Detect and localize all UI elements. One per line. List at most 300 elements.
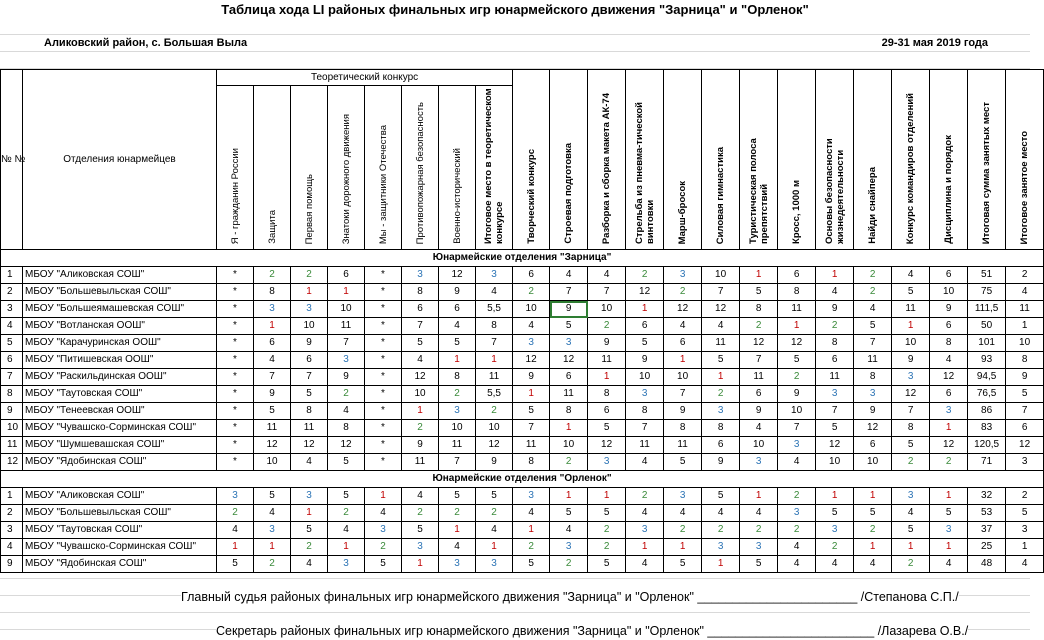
score-cell[interactable]: 1 [439,522,476,539]
score-cell[interactable]: 7 [439,454,476,471]
score-cell[interactable]: 1 [291,284,328,301]
score-cell[interactable]: 1 [740,488,778,505]
score-cell[interactable]: 12 [854,420,892,437]
score-cell[interactable]: 8 [930,335,968,352]
score-cell[interactable]: 7 [1006,403,1044,420]
score-cell[interactable]: 5 [588,420,626,437]
score-cell[interactable]: 12 [439,267,476,284]
score-cell[interactable]: 10 [588,301,626,318]
score-cell[interactable]: 2 [550,454,588,471]
score-cell[interactable]: 3 [513,488,550,505]
score-cell[interactable]: 6 [930,386,968,403]
score-cell[interactable]: 48 [968,556,1006,573]
score-cell[interactable]: 11 [513,437,550,454]
score-cell[interactable]: 4 [254,352,291,369]
score-cell[interactable]: 4 [778,454,816,471]
score-cell[interactable]: 3 [778,505,816,522]
team-name-cell[interactable]: МБОУ "Аликовская СОШ" [23,267,217,284]
team-name-cell[interactable]: МБОУ "Большевыльская СОШ" [23,284,217,301]
score-cell[interactable]: 1 [254,539,291,556]
score-cell[interactable]: 5 [892,522,930,539]
score-cell[interactable]: 5 [291,386,328,403]
team-name-cell[interactable]: МБОУ "Питишевская ООШ" [23,352,217,369]
score-cell[interactable]: 11 [588,352,626,369]
score-cell[interactable]: 1 [328,284,365,301]
score-cell[interactable]: 4 [664,318,702,335]
score-cell[interactable]: 1 [930,420,968,437]
score-cell[interactable]: * [217,301,254,318]
score-cell[interactable]: 5 [328,488,365,505]
score-cell[interactable]: 3 [550,539,588,556]
score-cell[interactable]: 3 [892,369,930,386]
score-cell[interactable]: 5 [816,505,854,522]
score-cell[interactable]: 101 [968,335,1006,352]
score-cell[interactable]: 2 [513,539,550,556]
score-cell[interactable]: 3 [816,386,854,403]
score-cell[interactable]: 5 [476,488,513,505]
score-cell[interactable]: 12 [816,437,854,454]
score-cell[interactable]: 2 [365,539,402,556]
score-cell[interactable]: * [217,318,254,335]
score-cell[interactable]: 2 [402,420,439,437]
score-cell[interactable]: 5 [439,488,476,505]
score-cell[interactable]: 12 [1006,437,1044,454]
score-cell[interactable]: 4 [217,522,254,539]
score-cell[interactable]: 2 [476,403,513,420]
score-cell[interactable]: 2 [588,522,626,539]
score-cell[interactable]: 3 [740,454,778,471]
score-cell[interactable]: 8 [740,301,778,318]
score-cell[interactable]: 9 [402,437,439,454]
team-name-cell[interactable]: МБОУ "Аликовская СОШ" [23,488,217,505]
score-cell[interactable]: 8 [702,420,740,437]
score-cell[interactable]: 4 [513,318,550,335]
score-cell[interactable]: 5 [892,284,930,301]
score-cell[interactable]: 9 [626,352,664,369]
row-number[interactable]: 3 [1,301,23,318]
score-cell[interactable]: 7 [254,369,291,386]
score-cell[interactable]: 10 [1006,335,1044,352]
score-cell[interactable]: 2 [217,505,254,522]
score-cell[interactable]: 1 [816,488,854,505]
score-cell[interactable]: 10 [626,369,664,386]
score-cell[interactable]: 5 [778,352,816,369]
score-cell[interactable]: 111,5 [968,301,1006,318]
score-cell[interactable]: 6 [664,335,702,352]
team-name-cell[interactable]: МБОУ "Чувашско-Сорминская СОШ" [23,420,217,437]
score-cell[interactable]: 1 [328,539,365,556]
score-cell[interactable]: 3 [476,556,513,573]
score-cell[interactable]: 1 [513,522,550,539]
score-cell[interactable]: 5 [854,505,892,522]
score-cell[interactable]: * [217,386,254,403]
score-cell[interactable]: 1 [365,488,402,505]
score-cell[interactable]: 5 [930,505,968,522]
score-cell[interactable]: 3 [1006,454,1044,471]
score-cell[interactable]: * [365,318,402,335]
score-cell[interactable]: * [365,335,402,352]
score-cell[interactable]: * [217,420,254,437]
score-cell[interactable]: 9 [328,369,365,386]
score-cell[interactable]: 5 [1006,386,1044,403]
score-cell[interactable]: 75 [968,284,1006,301]
score-cell[interactable]: * [217,454,254,471]
score-cell[interactable]: 86 [968,403,1006,420]
score-cell[interactable]: 10 [778,403,816,420]
score-cell[interactable]: 6 [930,318,968,335]
score-cell[interactable]: 4 [365,505,402,522]
score-cell[interactable]: 5,5 [476,386,513,403]
score-cell[interactable]: 1 [664,539,702,556]
score-cell[interactable]: 9 [588,335,626,352]
score-cell[interactable]: 2 [402,505,439,522]
score-cell[interactable]: 10 [402,386,439,403]
score-cell[interactable]: * [217,335,254,352]
score-cell[interactable]: 2 [550,556,588,573]
score-cell[interactable]: 4 [439,318,476,335]
score-cell[interactable]: 9 [892,352,930,369]
score-cell[interactable]: 12 [892,386,930,403]
score-cell[interactable]: * [217,352,254,369]
score-cell[interactable]: * [217,403,254,420]
score-cell[interactable]: 2 [702,522,740,539]
score-cell[interactable]: 5,5 [476,301,513,318]
score-cell[interactable]: 10 [439,420,476,437]
team-name-cell[interactable]: МБОУ "Ядобинская СОШ" [23,556,217,573]
score-cell[interactable]: 9 [854,403,892,420]
row-number[interactable]: 5 [1,335,23,352]
score-cell[interactable]: 1 [702,556,740,573]
score-cell[interactable]: 2 [626,488,664,505]
score-cell[interactable]: 5 [892,437,930,454]
score-cell[interactable]: 6 [550,369,588,386]
score-cell[interactable]: 3 [365,522,402,539]
score-cell[interactable]: 3 [740,539,778,556]
score-cell[interactable]: 4 [626,556,664,573]
score-cell[interactable]: 1 [626,301,664,318]
team-name-cell[interactable]: МБОУ "Ядобинская СОШ" [23,454,217,471]
score-cell[interactable]: 12 [930,369,968,386]
score-cell[interactable]: 3 [328,556,365,573]
score-cell[interactable]: 12 [550,352,588,369]
score-cell[interactable]: 2 [664,284,702,301]
score-cell[interactable]: 3 [664,488,702,505]
team-name-cell[interactable]: МБОУ "Раскильдинская ООШ" [23,369,217,386]
score-cell[interactable]: 4 [626,454,664,471]
score-cell[interactable]: 32 [968,488,1006,505]
team-name-cell[interactable]: МБОУ "Таутовская СОШ" [23,522,217,539]
score-cell[interactable]: 4 [291,454,328,471]
score-cell[interactable]: * [217,284,254,301]
score-cell[interactable]: 4 [626,505,664,522]
score-cell[interactable]: 4 [476,284,513,301]
score-cell[interactable]: 3 [254,522,291,539]
score-cell[interactable]: 9 [254,386,291,403]
score-cell[interactable]: 1 [550,420,588,437]
score-cell[interactable]: * [365,267,402,284]
score-cell[interactable]: 2 [740,318,778,335]
row-number[interactable]: 7 [1,369,23,386]
score-cell[interactable]: * [365,403,402,420]
score-cell[interactable]: 4 [513,505,550,522]
score-cell[interactable]: 3 [778,437,816,454]
score-cell[interactable]: 2 [588,539,626,556]
score-cell[interactable]: * [217,437,254,454]
score-cell[interactable]: 50 [968,318,1006,335]
score-cell[interactable]: 1 [664,352,702,369]
score-cell[interactable]: 3 [291,301,328,318]
score-cell[interactable]: 4 [254,505,291,522]
score-cell[interactable]: 9 [291,335,328,352]
team-name-cell[interactable]: МБОУ "Вотланская ООШ" [23,318,217,335]
row-number[interactable]: 11 [1,437,23,454]
score-cell[interactable]: 5 [588,505,626,522]
row-number[interactable]: 9 [1,556,23,573]
score-cell[interactable]: 12 [778,335,816,352]
score-cell[interactable]: 1 [254,318,291,335]
score-cell[interactable]: 6 [513,267,550,284]
score-cell[interactable]: 2 [778,522,816,539]
score-cell[interactable]: 6 [816,352,854,369]
score-cell[interactable]: 10 [476,420,513,437]
score-cell[interactable]: 1 [550,488,588,505]
score-cell[interactable]: 4 [328,403,365,420]
score-cell[interactable]: 2 [291,267,328,284]
score-cell[interactable]: 12 [702,301,740,318]
score-cell[interactable]: 12 [291,437,328,454]
score-cell[interactable]: 10 [740,437,778,454]
score-cell[interactable]: 4 [402,488,439,505]
row-number[interactable]: 1 [1,488,23,505]
score-cell[interactable]: 2 [328,386,365,403]
score-cell[interactable]: 7 [854,335,892,352]
score-cell[interactable]: 2 [476,505,513,522]
score-cell[interactable]: 1 [588,488,626,505]
row-number[interactable]: 2 [1,505,23,522]
score-cell[interactable]: 8 [476,318,513,335]
score-cell[interactable]: 2 [778,488,816,505]
score-cell[interactable]: 4 [816,284,854,301]
score-cell[interactable]: 9 [513,369,550,386]
score-cell[interactable]: 2 [892,454,930,471]
score-cell[interactable]: 10 [816,454,854,471]
score-cell[interactable]: 4 [892,267,930,284]
score-cell[interactable]: 8 [328,420,365,437]
score-cell[interactable]: 10 [702,267,740,284]
score-cell[interactable]: 4 [328,522,365,539]
score-cell[interactable]: 9 [702,454,740,471]
score-cell[interactable]: 1 [291,505,328,522]
score-cell[interactable]: 4 [588,267,626,284]
score-cell[interactable]: 120,5 [968,437,1006,454]
score-cell[interactable]: 2 [1006,267,1044,284]
score-cell[interactable]: 7 [816,403,854,420]
score-cell[interactable]: 10 [254,454,291,471]
score-cell[interactable]: 5 [439,335,476,352]
score-cell[interactable]: 11 [816,369,854,386]
score-cell[interactable]: 8 [588,386,626,403]
score-cell[interactable]: 1 [702,369,740,386]
score-cell[interactable]: 4 [1006,284,1044,301]
score-cell[interactable]: 5 [816,420,854,437]
score-cell[interactable]: 5 [702,352,740,369]
score-cell[interactable]: 10 [513,301,550,318]
score-cell[interactable]: * [365,284,402,301]
score-cell[interactable]: 3 [402,539,439,556]
team-name-cell[interactable]: МБОУ "Таутовская СОШ" [23,386,217,403]
score-cell[interactable]: 3 [291,488,328,505]
score-cell[interactable]: 11 [854,352,892,369]
score-cell[interactable]: 12 [402,369,439,386]
score-cell[interactable]: 3 [476,267,513,284]
score-cell[interactable]: 5 [254,488,291,505]
row-number[interactable]: 6 [1,352,23,369]
score-cell[interactable]: 1 [217,539,254,556]
score-cell[interactable]: 12 [328,437,365,454]
score-cell[interactable]: * [365,386,402,403]
score-cell[interactable]: 6 [778,267,816,284]
score-cell[interactable]: 6 [1006,420,1044,437]
score-cell[interactable]: 4 [930,352,968,369]
score-cell[interactable]: 7 [588,284,626,301]
row-number[interactable]: 4 [1,539,23,556]
score-cell[interactable]: 6 [588,403,626,420]
score-cell[interactable]: 5 [328,454,365,471]
score-cell[interactable]: 1 [513,386,550,403]
score-cell[interactable]: * [365,454,402,471]
score-cell[interactable]: 5 [513,556,550,573]
score-cell[interactable]: 8 [854,369,892,386]
score-cell[interactable]: * [365,352,402,369]
score-cell[interactable]: 8 [778,284,816,301]
score-cell[interactable]: 3 [439,403,476,420]
score-cell[interactable]: 11 [664,437,702,454]
score-cell[interactable]: 5 [740,284,778,301]
score-cell[interactable]: 10 [892,335,930,352]
score-cell[interactable]: 6 [854,437,892,454]
score-cell[interactable]: 2 [439,505,476,522]
score-cell[interactable]: 4 [550,267,588,284]
score-cell[interactable]: 10 [930,284,968,301]
score-cell[interactable]: 3 [626,386,664,403]
score-cell[interactable]: 6 [930,267,968,284]
score-cell[interactable]: 11 [328,318,365,335]
score-cell[interactable]: 3 [702,403,740,420]
score-cell[interactable]: 1 [1006,539,1044,556]
score-cell[interactable]: 7 [740,352,778,369]
score-cell[interactable]: 25 [968,539,1006,556]
score-cell[interactable]: 2 [854,522,892,539]
score-cell[interactable]: 1 [854,488,892,505]
score-cell[interactable]: 83 [968,420,1006,437]
score-cell[interactable]: 71 [968,454,1006,471]
score-cell[interactable]: 6 [626,318,664,335]
score-cell[interactable]: 8 [550,403,588,420]
row-number[interactable]: 2 [1,284,23,301]
score-cell[interactable]: 9 [550,301,588,318]
score-cell[interactable]: 4 [1006,556,1044,573]
score-cell[interactable]: 3 [588,454,626,471]
score-cell[interactable]: 11 [1006,301,1044,318]
score-cell[interactable]: 10 [291,318,328,335]
score-cell[interactable]: 2 [626,267,664,284]
score-cell[interactable]: 4 [664,505,702,522]
score-cell[interactable]: 6 [702,437,740,454]
score-cell[interactable]: 4 [854,301,892,318]
score-cell[interactable]: 3 [816,522,854,539]
score-cell[interactable]: 2 [254,556,291,573]
score-cell[interactable]: 10 [550,437,588,454]
score-cell[interactable]: 5 [626,335,664,352]
score-cell[interactable]: 5 [702,488,740,505]
score-cell[interactable]: 9 [816,301,854,318]
score-cell[interactable]: 1 [930,488,968,505]
score-cell[interactable]: 3 [892,488,930,505]
score-cell[interactable]: 4 [291,556,328,573]
score-cell[interactable]: 12 [476,437,513,454]
score-cell[interactable]: 8 [1006,352,1044,369]
score-cell[interactable]: 12 [626,284,664,301]
score-cell[interactable]: 11 [476,369,513,386]
score-cell[interactable]: * [217,267,254,284]
score-cell[interactable]: 10 [664,369,702,386]
score-cell[interactable]: 3 [702,539,740,556]
score-cell[interactable]: 1 [930,539,968,556]
score-cell[interactable]: 4 [854,556,892,573]
score-cell[interactable]: 7 [476,335,513,352]
score-cell[interactable]: 4 [702,318,740,335]
score-cell[interactable]: 1 [476,539,513,556]
score-cell[interactable]: 2 [816,318,854,335]
score-cell[interactable]: 5 [254,403,291,420]
row-number[interactable]: 10 [1,420,23,437]
score-cell[interactable]: 51 [968,267,1006,284]
score-cell[interactable]: 8 [291,403,328,420]
score-cell[interactable]: 4 [439,539,476,556]
score-cell[interactable]: 1 [402,403,439,420]
score-cell[interactable]: 8 [439,369,476,386]
row-number[interactable]: 9 [1,403,23,420]
score-cell[interactable]: 2 [513,284,550,301]
score-cell[interactable]: 37 [968,522,1006,539]
score-cell[interactable]: 1 [626,539,664,556]
team-name-cell[interactable]: МБОУ "Чувашско-Сорминская СОШ" [23,539,217,556]
score-cell[interactable]: 6 [328,267,365,284]
score-cell[interactable]: 12 [513,352,550,369]
score-cell[interactable]: 3 [439,556,476,573]
score-cell[interactable]: 1 [476,352,513,369]
score-cell[interactable]: 5 [664,556,702,573]
score-cell[interactable]: 3 [328,352,365,369]
score-cell[interactable]: 4 [476,522,513,539]
score-cell[interactable]: 10 [854,454,892,471]
score-cell[interactable]: 9 [778,386,816,403]
score-cell[interactable]: 12 [930,437,968,454]
score-cell[interactable]: 1 [816,267,854,284]
score-cell[interactable]: 4 [740,505,778,522]
row-number[interactable]: 1 [1,267,23,284]
score-cell[interactable]: 3 [930,522,968,539]
team-name-cell[interactable]: МБОУ "Большеямашевская СОШ" [23,301,217,318]
score-cell[interactable]: 4 [740,420,778,437]
score-cell[interactable]: 3 [254,301,291,318]
score-cell[interactable]: 1 [439,352,476,369]
score-cell[interactable]: 11 [402,454,439,471]
score-cell[interactable]: 76,5 [968,386,1006,403]
score-cell[interactable]: 5 [740,556,778,573]
score-cell[interactable]: 1 [588,369,626,386]
score-cell[interactable]: 9 [930,301,968,318]
